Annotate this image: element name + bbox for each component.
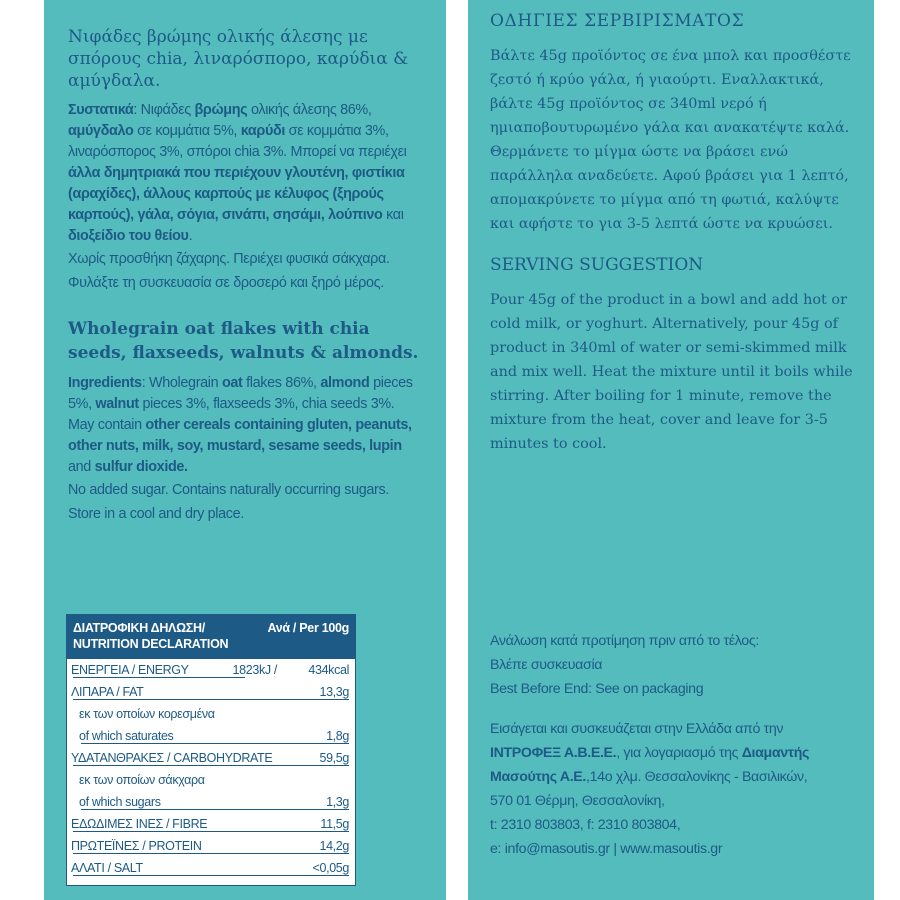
nutrition-header-en: NUTRITION DECLARATION bbox=[73, 637, 229, 651]
fibre-label: ΕΔΩΔΙΜΕΣ ΙΝΕΣ / FIBRE bbox=[71, 817, 208, 831]
energy-label: ΕΝΕΡΓΕΙΑ / ENERGY bbox=[71, 663, 189, 677]
saturates-label-gr: εκ των οποίων κορεσμένα bbox=[79, 707, 215, 721]
english-storage: Store in a cool and dry place. bbox=[68, 506, 244, 522]
english-ingredient-segment: almond bbox=[320, 375, 370, 391]
greek-ingredient-segment: . bbox=[188, 228, 193, 244]
energy-kj: 1823kJ / bbox=[232, 663, 277, 677]
sugars-label-en: of which sugars bbox=[79, 795, 161, 809]
nutrition-row-sugars-gr bbox=[67, 769, 355, 791]
english-ingredient-segment: other cereals containing gluten, peanuts, other nuts, milk, soy, mustard, sesame seeds, lupin bbox=[68, 417, 412, 454]
serving-heading-en: SERVING SUGGESTION bbox=[490, 255, 704, 275]
saturates-label-en: of which saturates bbox=[79, 729, 174, 743]
company-introfex: ΙΝΤΡΟΦΕΞ Α.Β.Ε.Ε. bbox=[490, 745, 617, 761]
nutrition-row-salt bbox=[67, 857, 355, 879]
best-before-en: Best Before End: See on packaging bbox=[490, 681, 704, 697]
phone-line: t: 2310 803803, f: 2310 803804, bbox=[490, 817, 681, 833]
greek-ingredient-segment: σε κομμάτια 5%, bbox=[133, 123, 241, 139]
serving-text-gr: Βάλτε 45g προϊόντος σε ένα μπολ και προσθέστε ζεστό ή κρύο γάλα, ή γιαούρτι. Εναλλακτικά, βάλτε 45g προϊόντος σε 340ml νερό ή ημιαποβουτυρωμένο γάλα και ανακατέψτε καλά. Θερμάνετε το μίγμα ώστε να βράσει ενώ παράλληλα αναδεύετε. Αφού βράσει για 1 λεπτό, απομακρύνετε το μίγμα από τη φωτιά, καλύψτε και αφήστε το για 3-5 λεπτά ώστε να κρυώσει. bbox=[490, 48, 851, 232]
greek-ingredient-segment: ολικής άλεσης 86%, bbox=[247, 102, 372, 118]
energy-kcal: 434kcal bbox=[308, 663, 349, 677]
company-masoutis: Διαμαντής Μασούτης Α.Ε. bbox=[490, 745, 810, 785]
nutrition-row-fat bbox=[67, 681, 355, 703]
english-ingredients bbox=[68, 373, 424, 478]
english-ingredient-segment: and bbox=[68, 459, 95, 475]
nutrition-row-saturates-gr bbox=[67, 703, 355, 725]
greek-ingredient-segment: σε κομμάτια 3%, λιναρόσπορος 3%, σπόροι chia 3%. Μπορεί να περιέχει bbox=[68, 123, 407, 160]
english-ingredient-segment: flakes 86%, bbox=[242, 375, 321, 391]
greek-ingredient-segment: και bbox=[382, 207, 404, 223]
right-label-panel bbox=[468, 0, 874, 900]
nutrition-row-saturates bbox=[67, 725, 355, 747]
fat-label: ΛΙΠΑΡΑ / FAT bbox=[71, 685, 144, 699]
nutrition-row-energy bbox=[67, 659, 355, 681]
greek-ingredients bbox=[68, 100, 424, 247]
address-2: 570 01 Θέρμη, Θεσσαλονίκη, bbox=[490, 793, 665, 809]
greek-ingredient-segment: Συστατικά bbox=[68, 102, 134, 118]
english-no-sugar: No added sugar. Contains naturally occurring sugars. bbox=[68, 482, 389, 498]
nutrition-per-100g: Ανά / Per 100g bbox=[267, 621, 349, 635]
protein-label: ΠΡΩΤΕΪΝΕΣ / PROTEIN bbox=[71, 839, 202, 853]
nutrition-table bbox=[66, 614, 356, 886]
protein-value: 14,2g bbox=[319, 839, 349, 853]
english-ingredient-segment: Ingredients bbox=[68, 375, 142, 391]
greek-ingredient-segment: άλλα δημητριακά που περιέχουν γλουτένη, φιστίκια (αραχίδες), άλλους καρπούς με κέλυφος (ξηρούς καρπούς), γάλα, σόγια, σινάπι, σησάμι, λούπινο bbox=[68, 165, 405, 223]
salt-label: ΑΛΑΤΙ / SALT bbox=[71, 861, 143, 875]
salt-value: <0,05g bbox=[312, 861, 349, 875]
contact-line: e: info@masoutis.gr | www.masoutis.gr bbox=[490, 841, 723, 857]
greek-product-title: Νιφάδες βρώμης ολικής άλεσης με σπόρους chia, λιναρόσπορο, καρύδια & αμύγδαλα. bbox=[68, 27, 409, 91]
nutrition-row-fibre bbox=[67, 813, 355, 835]
greek-storage: Φυλάξτε τη συσκευασία σε δροσερό και ξηρό μέρος. bbox=[68, 275, 384, 291]
saturates-value: 1,8g bbox=[326, 729, 349, 743]
nutrition-header-gr: ΔΙΑΤΡΟΦΙΚΗ ΔΗΛΩΣΗ/ bbox=[73, 621, 205, 635]
fibre-value: 11,5g bbox=[320, 817, 349, 831]
nutrition-row-sugars bbox=[67, 791, 355, 813]
footer-info bbox=[490, 629, 870, 861]
greek-ingredient-segment: καρύδι bbox=[240, 123, 286, 139]
english-ingredient-segment: : Wholegrain bbox=[141, 375, 222, 391]
company-connector: , για λογαριασμό της bbox=[616, 745, 742, 761]
english-ingredient-segment: walnut bbox=[95, 396, 139, 412]
greek-ingredient-segment: βρώμης bbox=[194, 102, 248, 118]
greek-no-sugar: Χωρίς προσθήκη ζάχαρης. Περιέχει φυσικά σάκχαρα. bbox=[68, 251, 390, 267]
greek-ingredient-segment: αμύγδαλο bbox=[68, 123, 134, 139]
serving-heading-gr: ΟΔΗΓΙΕΣ ΣΕΡΒΙΡΙΣΜΑΤΟΣ bbox=[490, 11, 745, 31]
fat-value: 13,3g bbox=[319, 685, 349, 699]
best-before-gr-2: Βλέπε συσκευασία bbox=[490, 657, 603, 673]
english-ingredient-segment: sulfur dioxide. bbox=[94, 459, 188, 475]
english-ingredient-segment: pieces 5%, bbox=[68, 375, 413, 412]
carbohydrate-value: 59,5g bbox=[319, 751, 349, 765]
nutrition-row-protein bbox=[67, 835, 355, 857]
nutrition-header bbox=[67, 615, 355, 659]
best-before-gr: Ανάλωση κατά προτίμηση πριν από το τέλος: bbox=[490, 633, 759, 649]
nutrition-row-carbohydrate bbox=[67, 747, 355, 769]
english-ingredient-segment: oat bbox=[221, 375, 243, 391]
serving-text-en: Pour 45g of the product in a bowl and add hot or cold milk, or yoghurt. Alternatively, pour 45g of product in 340ml of water or semi-skimmed milk and mix well. Heat the mixture until it boils while stirring. After boiling for 1 minute, remove the mixture from the heat, cover and leave for 3-5 minutes to cool. bbox=[490, 292, 853, 452]
english-product-title: Wholegrain oat flakes with chia seeds, flaxseeds, walnuts & almonds. bbox=[68, 319, 419, 363]
carbohydrate-label: ΥΔΑΤΑΝΘΡΑΚΕΣ / CARBOHYDRATE bbox=[71, 751, 273, 765]
import-line: Εισάγεται και συσκευάζεται στην Ελλάδα από την bbox=[490, 721, 784, 737]
sugars-value: 1,3g bbox=[326, 795, 349, 809]
greek-ingredient-segment: διοξείδιο του θείου bbox=[68, 228, 189, 244]
address-1: ,14ο χλμ. Θεσσαλονίκης - Βασιλικών, bbox=[586, 769, 808, 785]
greek-ingredient-segment: : Νιφάδες bbox=[133, 102, 195, 118]
sugars-label-gr: εκ των οποίων σάκχαρα bbox=[79, 773, 205, 787]
english-ingredient-segment: pieces 3%, flaxseeds 3%, chia seeds 3%. May contain bbox=[68, 396, 395, 433]
company-line bbox=[490, 741, 870, 789]
